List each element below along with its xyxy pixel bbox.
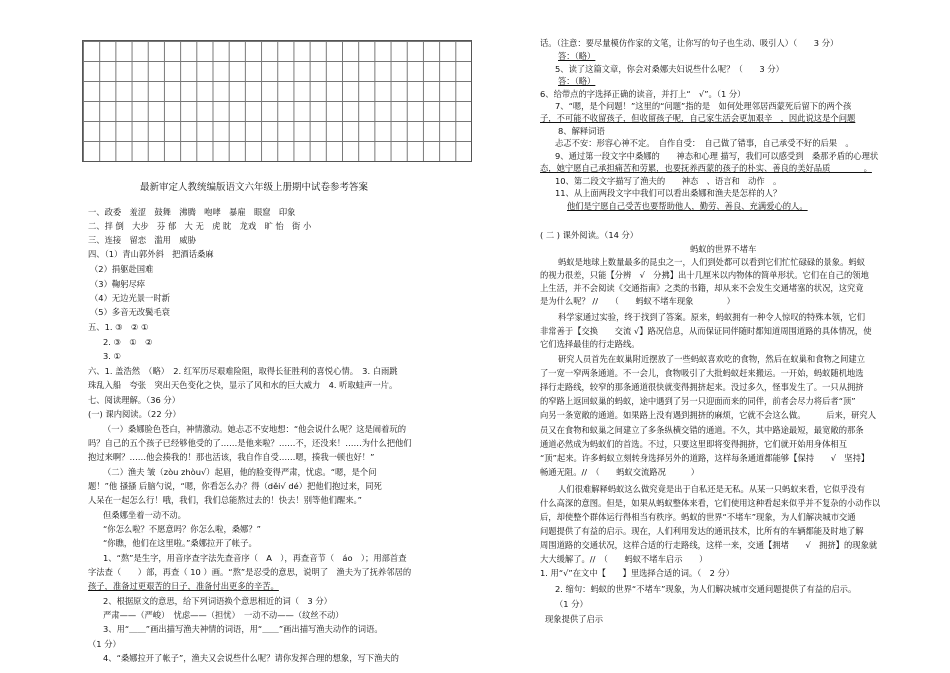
- right-line: 10、第二段文字描写了渔夫的 神态 、语言和 动作 。: [555, 176, 782, 186]
- right-line: 科学家通过实验，终于找到了答案。原来，蚂蚁拥有一种令人惊叹的特殊本领，它们: [558, 312, 865, 322]
- left-line: 题！”他 搔搔 后脑勺说，“嗯，你看怎么办？得（děi√ dé）把他们抱过来，同死: [88, 481, 382, 491]
- right-line: 2. 缩句：蚂蚁的世界“不堵车”现象，为人们解决城市交通问题提供了有益的启示。: [555, 584, 857, 594]
- left-line: （1 分）: [88, 639, 121, 649]
- right-line: 1. 用“√”在文中【 】里选择合适的词。（ 2 分）: [540, 568, 735, 578]
- right-line: 答：（略）: [558, 76, 596, 86]
- left-line: （5）多音无改鬓毛衰: [90, 307, 170, 317]
- right-line: ( 二 ) 课外阅读。（14 分）: [540, 230, 639, 240]
- left-line: 二、拌 倒 大步 芬 郁 大 无 虎 眈 龙戏 旷 怡 街 小: [88, 221, 312, 231]
- left-line: （3）鞠躬尽瘁: [90, 279, 146, 289]
- left-line: 4、“桑娜拉开了帐子”，渔夫又会说些什么呢？请你发挥合理的想象，写下渔夫的: [103, 653, 399, 663]
- right-line: 周围道路的交通状况，这样合适的行走路线，这样一来，交通【拥堵 √ 拥挤】的现象就: [540, 540, 878, 550]
- right-line: （1 分）: [555, 599, 588, 609]
- left-line: 但桑娜坐着一动不动。: [103, 510, 186, 520]
- left-line: （二）渔夫 皱（zòu zhòu√）起眉，他的脸变得严肃，忧虑。“嗯，是个问: [103, 467, 377, 477]
- right-line: 研究人员首先在蚁巢附近摆放了一些蚂蚁喜欢吃的食物，然后在蚁巢和食物之间建立: [558, 354, 865, 364]
- right-line: 6、给带点的字选择正确的读音，并打上“ √”。（1 分）: [540, 89, 746, 99]
- left-line: “你怎么啦？不愿意吗？你怎么啦，桑娜？”: [103, 524, 261, 534]
- left-line: 3. ①: [103, 351, 121, 361]
- left-line: 2、根据原文的意思，给下列词语换个意思相近的词（ 3 分）: [103, 596, 332, 606]
- right-line: 话。（注意：要尽量模仿作家的文笔，让你写的句子也生动、吸引人）（ 3 分）: [540, 38, 839, 48]
- left-line: （2）捐躯赴国难: [90, 264, 154, 274]
- right-line: 答：（略）: [558, 51, 596, 61]
- right-line: 大大缓解了。// （ 蚂蚁不堵车启示 ）: [540, 554, 708, 564]
- left-line: 3、用“＿＿”画出描写渔夫神情的词语，用“＿＿”画出描写渔夫动作的词语。: [103, 624, 383, 634]
- right-line: 5、读了这篇文章，你会对桑娜夫妇说些什么呢？（ 3 分）: [555, 64, 784, 74]
- left-line: 七、阅读理解。（36 分）: [88, 395, 181, 405]
- left-line: 孩子，准备过更艰苦的日子，准备付出更多的辛苦。: [88, 581, 279, 591]
- left-line: （4）无边光景一时新: [90, 293, 170, 303]
- left-line: 一、政委 羞涩 鼓舞 沸腾 咆哮 暴雇 眼窟 印象: [88, 207, 296, 217]
- right-line: 11、从上面两段文字中我们可以看出桑娜和渔夫是怎样的人？: [555, 188, 782, 198]
- right-line: 什么高深的意图。但是，如果从蚂蚁整体来看，它们使用这种看起来似乎并不复杂的小动作以: [540, 498, 881, 508]
- left-line: 珠乱入船 夸张 突出天色变化之快，显示了风和水的巨大威力 4. 听取蛙声一片。: [88, 380, 398, 390]
- left-line: 三、连接 留恋 滥用 威胁: [88, 235, 196, 245]
- left-line: 吗？自己的五个孩子已经够他受的了……是他来啦？……不，还没来！……为什么把他们: [88, 438, 412, 448]
- right-line: 7、“嗯，是个问题！”这里的“问题”指的是 如何处理邻居西蒙死后留下的两个孩: [555, 101, 852, 111]
- right-line: 的视力很差，只能【分辨 √ 分拂】出十几厘米以内物体的简单形状。它们在自己的领地: [540, 270, 869, 280]
- right-line: 现象提供了启示: [545, 614, 604, 624]
- right-line: 的窄路上返回蚁巢的蚂蚁，途中遇到了另一只迎面而来的同伴，前者会尽力将后者“顶”: [540, 396, 856, 406]
- left-line: 人呆在一起怎么行！哦，我们，我们总能熬过去的！快去！别等他们醒来。”: [88, 495, 362, 505]
- right-line: “顶”起来。许多蚂蚁立刻转身选择另外的道路，这样每条通道都能够【保持 √ 坚持】: [540, 453, 870, 463]
- right-line: 非常善于【交换 交流 √】路况信息，从而保证同伴随时都知道周围道路的具体情况，使: [540, 326, 872, 336]
- left-line: 五、1. ③ ② ①: [88, 322, 149, 332]
- left-line: “你瞧，他们在这里啦。”桑娜拉开了帐子。: [103, 538, 257, 548]
- right-line: 它们选择最佳的行走路线。: [540, 339, 640, 349]
- right-line: 8、解释词语: [558, 126, 605, 136]
- right-line: 他们是宁愿自己受苦也要帮助他人，勤劳、善良、充满爱心的人。: [567, 201, 808, 211]
- right-line: 忐忑不安：形容心神不定。 自作自受： 自己做了错事，自己承受不好的后果 。: [555, 138, 854, 148]
- right-line: 蚂蚁是地球上数量最多的昆虫之一，人们到处都可以看到它们忙忙碌碌的景象。蚂蚁: [558, 257, 865, 267]
- right-line: 9、通过第一段文字中桑娜的 神态和心理 描写，我们可以感受到 桑那矛盾的心理状: [555, 151, 879, 161]
- left-line: 四、（1）青山郭外斜 把酒话桑麻: [88, 249, 214, 259]
- composition-grid: [82, 40, 472, 162]
- left-line: 六、1. 盖浩然 （略） 2. 红军历尽艰难险阻，取得长征胜利的喜悦心情。 3. 白雨跳: [88, 366, 398, 376]
- left-line: 字法查（ ）部，再查（ 10 ）画。“熬”是忍受的意思，说明了 渔夫为了抚养邻居的: [88, 567, 412, 577]
- right-line: 了一宽一窄两条通道。不一会儿，食物吸引了大批蚂蚁赶来搬运。一开始，蚂蚁随机地选: [540, 368, 864, 378]
- right-line: 后，却使整个群体运行得相当有秩序。蚂蚁的世界“不堵车”现象，为人们解决城市交通: [540, 512, 856, 522]
- left-line: (一) 课内阅读。（22 分）: [88, 409, 181, 419]
- right-line: 是为什么呢？ // （ 蚂蚁不堵车现象 ）: [540, 296, 735, 306]
- right-line: 子，不可能不收留孩子，但收留孩子呢，自己家生活会更加艰辛 ，因此说这是个问题: [540, 113, 856, 123]
- right-line: 员又在食物和蚁巢之间建立了多条纵横交错的通道。不久，其中路途最短，最宽敞的那条: [540, 425, 864, 435]
- right-line: 问题提供了有益的启示。现在，人们利用发达的通讯技术，比所有的车辆都能及时地了解: [540, 526, 864, 536]
- right-line: 上生活，并不会阅读《交通指南》之类的书籍，却从来不会发生交通堵塞的状况，这究竟: [540, 283, 864, 293]
- left-line: 2. ③ ① ②: [103, 337, 153, 347]
- left-line: 抱过来啊？……他会揍我的！那也活该，我自作自受……嗯，揍我一顿也好！”: [88, 452, 375, 462]
- right-line: 通道必然成为蚂蚁们的首选。不过，只要这里即将变得拥挤，它们就开始用身体相互: [540, 439, 847, 449]
- right-line: 态，她宁愿自己承担痛苦和劳累，也要抚养西蒙的孩子的朴实、善良的美好品质 。: [540, 163, 872, 173]
- left-line: 1、“熬”是生字，用音序查字法先查音序（ A ），再查音节（ áo ）；用部首查: [103, 553, 407, 563]
- right-line: 向另一条宽敞的通道。如果路上没有遇到拥挤的麻烦，它就不会这么做。 后来，研究人: [540, 410, 877, 420]
- passage-title: 蚂蚁的世界不堵车: [690, 244, 757, 254]
- left-line: （一）桑娜脸色苍白，神情激动。她忐忑不安地想：“他会说什么呢？这是闹着玩的: [103, 424, 406, 434]
- right-line: 人们很难解释蚂蚁这么做究竟是出于自私还是无私。从某一只蚂蚁来看，它似乎没有: [558, 484, 865, 494]
- left-line: 严肃——（严峻） 忧虑——（担忧） 一动不动——（纹丝不动）: [103, 610, 344, 620]
- exam-title: 最新审定人教统编版语文六年级上册期中试卷参考答案: [140, 182, 369, 193]
- right-line: 择行走路线，较窄的那条通道很快就变得拥挤起来。没过多久，怪事发生了。一只从拥挤: [540, 382, 864, 392]
- right-line: 畅通无阻。// （ 蚂蚁交流路况 ）: [540, 467, 700, 477]
